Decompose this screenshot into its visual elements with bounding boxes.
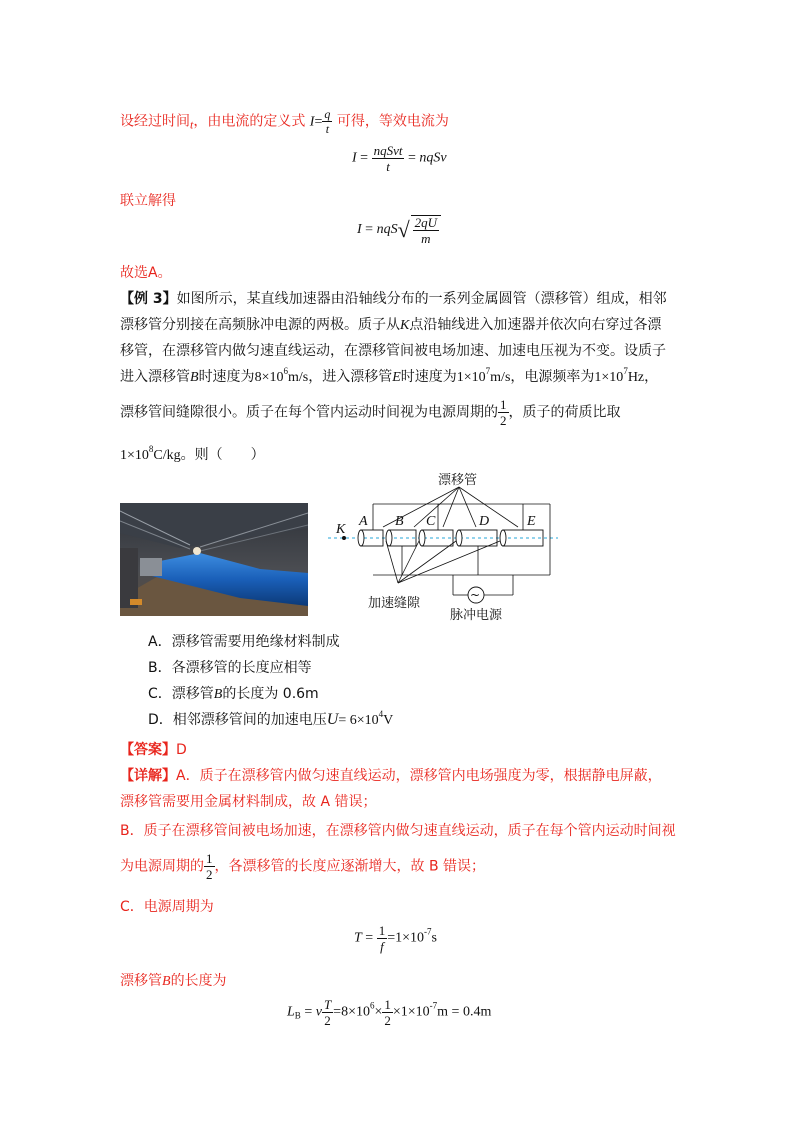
num: 1 — [206, 851, 213, 866]
equals: = — [304, 1004, 313, 1020]
detail-line-b2 — [120, 852, 485, 881]
var-B: B — [190, 370, 199, 385]
example-line-3 — [120, 340, 666, 360]
unit: s — [431, 930, 437, 946]
option-a[interactable] — [148, 631, 340, 651]
answer-label: 【答案】 — [120, 742, 176, 758]
unit: m/s — [490, 370, 511, 385]
den: t — [386, 159, 390, 174]
ac-source-symbol: ~ — [470, 588, 481, 602]
text: 进入漂移管 — [120, 369, 190, 385]
intro-line — [120, 108, 449, 135]
label-K: K — [336, 522, 346, 537]
var-v: v — [315, 1004, 322, 1020]
example-line-5 — [120, 398, 621, 427]
gap-label: 加速缝隙 — [368, 596, 421, 611]
exp: -7 — [424, 926, 432, 937]
num: q — [324, 107, 331, 121]
equals: = — [365, 222, 374, 238]
combine-line: 联立解得 — [120, 193, 176, 209]
var: I — [357, 222, 362, 238]
example-line-2 — [120, 314, 661, 334]
equals: = — [314, 114, 323, 130]
var: I — [352, 150, 357, 166]
tube-E — [500, 504, 543, 546]
text: 漂移管间缝隙很小。质子在每个管内运动时间视为电源周期的 — [120, 404, 498, 421]
den: 2 — [500, 413, 507, 428]
label-E: E — [527, 514, 536, 529]
value: ×1×10 — [392, 1004, 430, 1020]
den: 2 — [206, 867, 213, 882]
equation-result — [357, 215, 441, 245]
num: 2qU — [414, 215, 438, 230]
option-text: 漂移管 — [171, 686, 214, 702]
equals: = — [365, 930, 374, 946]
text: ，由电流的定义式 — [193, 113, 306, 130]
equals: = — [407, 150, 416, 166]
label-D: D — [479, 514, 490, 529]
detail-line-a1 — [120, 765, 662, 785]
var-U: U — [326, 711, 339, 728]
fraction — [377, 924, 388, 953]
detail-line-b1: B．质子在漂移管间被电场加速，在漂移管内做匀速直线运动，质子在每个管内运动时间视 — [120, 823, 676, 839]
value: 1×10 — [120, 448, 149, 463]
example-line-1 — [120, 288, 667, 308]
text: ，电源频率为 — [510, 369, 595, 385]
value: 1×10 — [594, 370, 624, 385]
detail-label: 【详解】 — [120, 768, 176, 784]
detail-line-c2 — [120, 970, 227, 990]
unit: Hz — [627, 370, 645, 385]
var-K: K — [400, 318, 410, 333]
tunnel-image — [120, 503, 308, 616]
text: 如图所示，某直线加速器由沿轴线分布的一系列金属圆管（漂移管）组成，相邻 — [176, 291, 667, 307]
value: =1×10 — [387, 930, 424, 946]
factor: nqS — [376, 222, 398, 238]
var-B: B — [213, 687, 223, 702]
var-T: T — [354, 930, 362, 946]
label-B: B — [395, 514, 404, 529]
var-I: I — [309, 114, 315, 130]
times: × — [374, 1004, 383, 1020]
example-line-4 — [120, 366, 658, 386]
text: 设经过时间 — [120, 113, 190, 130]
num: T — [323, 997, 332, 1012]
exp: 8 — [148, 444, 154, 454]
option-letter: A． — [148, 634, 172, 650]
text: ，进入漂移管 — [308, 369, 393, 385]
option-letter: D． — [148, 712, 173, 728]
accelerator-tunnel-photo — [120, 503, 308, 616]
value: = 6×10 — [338, 713, 379, 728]
num: 1 — [384, 997, 391, 1012]
option-letter: C． — [148, 686, 172, 702]
option-text: 各漂移管的长度应相等 — [171, 660, 312, 676]
fraction-half — [498, 398, 509, 427]
option-letter: B． — [148, 660, 172, 676]
option-c[interactable] — [148, 683, 319, 703]
value: 8×10 — [254, 370, 284, 385]
var-B: B — [162, 974, 171, 989]
detail-line-a2: 漂移管需要用金属材料制成，故 A 错误； — [120, 794, 377, 810]
text: 点沿轴线进入加速器并依次向右穿过各漂 — [409, 317, 662, 333]
option-text: 的长度为 0.6m — [222, 686, 319, 702]
den: t — [325, 122, 330, 136]
exp: 6 — [283, 366, 288, 376]
text: 的长度为 — [170, 973, 227, 989]
accelerator-diagram — [328, 465, 568, 625]
example-tag: 【例 3】 — [120, 291, 177, 307]
rhs: nqSv — [419, 150, 447, 166]
exp: 7 — [485, 366, 491, 376]
tube-C — [419, 504, 453, 546]
fraction — [372, 144, 405, 173]
exp: -7 — [429, 1000, 438, 1011]
label-C: C — [426, 514, 436, 529]
den: 2 — [324, 1013, 331, 1028]
tube-A — [358, 504, 383, 546]
unit: V — [383, 713, 394, 728]
sqrt-fraction — [411, 215, 441, 245]
text: ，质子的荷质比取 — [508, 404, 621, 421]
subscript: B — [294, 1010, 301, 1021]
equation-period — [354, 924, 437, 953]
text: ，各漂移管的长度应逐渐增大，故 B 错误； — [214, 858, 486, 875]
answer-value: D — [176, 742, 187, 758]
drift-tube-label: 漂移管 — [438, 473, 478, 488]
fraction-q-over-t — [322, 108, 332, 135]
choose-line: 故选A。 — [120, 265, 172, 281]
fraction-half — [204, 852, 215, 881]
unit: m = 0.4m — [437, 1004, 492, 1020]
equals: = — [360, 150, 369, 166]
fraction — [322, 998, 333, 1027]
var-E: E — [392, 370, 401, 385]
text: A．质子在漂移管内做匀速直线运动，漂移管内电场强度为零，根据静电屏蔽， — [176, 768, 662, 784]
sqrt-sign: √ — [397, 217, 410, 243]
text: 时速度为 — [400, 369, 457, 385]
num: 1 — [500, 397, 507, 412]
exp: 4 — [378, 709, 384, 719]
text: 漂移管 — [120, 973, 162, 989]
num: nqSvt — [373, 143, 403, 158]
detail-line-c1: C．电源周期为 — [120, 899, 214, 915]
num: 1 — [378, 923, 386, 938]
example-line-6 — [120, 444, 265, 464]
text: 移管，在漂移管内做匀速直线运动，在漂移管间被电场加速、加速电压视为不变。设质子 — [120, 343, 666, 359]
den: 2 — [384, 1013, 391, 1028]
label-A: A — [359, 514, 368, 529]
var-L: L — [287, 1004, 295, 1020]
option-d[interactable] — [148, 709, 393, 729]
answer-line — [120, 739, 187, 759]
text: 时速度为 — [198, 369, 255, 385]
text: 可得，等效电流为 — [336, 113, 449, 130]
exp: 7 — [623, 366, 628, 376]
equation-length — [287, 998, 491, 1027]
value: =8×10 — [333, 1004, 370, 1020]
source-label: 脉冲电源 — [450, 608, 503, 623]
var-t: t — [190, 117, 194, 132]
den: m — [421, 231, 431, 246]
unit: m/s — [287, 370, 309, 385]
option-b[interactable] — [148, 657, 312, 677]
option-text: 相邻漂移管间的加速电压 — [172, 712, 327, 728]
fraction — [382, 998, 393, 1027]
equation-current — [352, 144, 447, 173]
exp: 6 — [369, 1000, 375, 1011]
text: ， — [644, 369, 659, 385]
value: 1×10 — [456, 370, 486, 385]
den: f — [380, 939, 384, 954]
option-text: 漂移管需要用绝缘材料制成 — [171, 634, 340, 650]
unit: C/kg — [153, 448, 181, 463]
text: 漂移管分别接在高频脉冲电源的两极。质子从 — [120, 317, 400, 333]
text: 为电源周期的 — [120, 858, 204, 875]
text: 。则（ ） — [180, 447, 265, 463]
